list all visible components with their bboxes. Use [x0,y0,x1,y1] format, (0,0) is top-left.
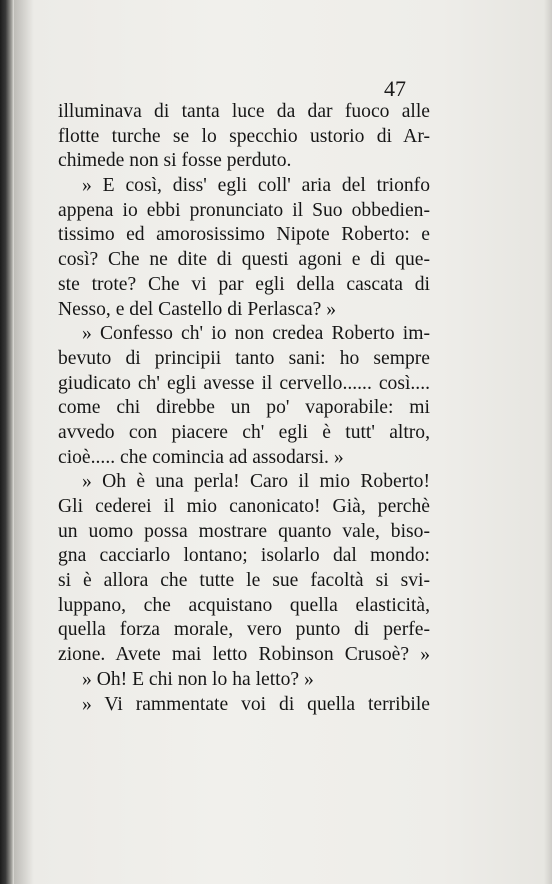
text-line: come chi direbbe un po' vaporabile: mi [58,397,430,419]
text-line: così? Che ne dite di questi agoni e di que- [58,249,430,271]
text-line: ste trote? Che vi par egli della cascata di [58,273,430,295]
text-line: giudicato ch' egli avesse il cervello...... così.... [58,372,430,394]
text-line: Gli cederei il mio canonicato! Già, perchè [58,496,430,517]
text-line: luppano, che acquistano quella elasticità, [58,594,430,616]
page-number: 47 [384,76,406,101]
text-line: bevuto di principii tanto sani: ho sempre [58,347,430,369]
text-line: illuminava di tanta luce da dar fuoco alle [58,101,430,122]
page-edge [544,0,552,884]
text-line: appena io ebbi pronunciato il Suo obbedien- [58,199,430,221]
text-line: » Oh è una perla! Caro il mio Roberto! [82,471,430,493]
text-line: » Vi rammentate voi di quella terribile [82,693,430,715]
text-line: si è allora che tutte le sue facoltà si svi- [58,570,430,592]
text-line: tissimo ed amorosissimo Nipote Roberto: e [58,224,430,246]
text-line: avvedo con piacere ch' egli è tutt' altro, [58,421,430,443]
text-line: » Oh! E chi non lo ha letto? » [82,668,314,690]
text-line: un uomo possa mostrare quanto vale, biso- [58,520,430,542]
text-line: cioè..... che comincia ad assodarsi. » [58,446,344,468]
text-line: quella forza morale, vero punto di perfe- [58,619,430,641]
text-line: » E così, diss' egli coll' aria del trionfo [82,175,430,197]
text-line: zione. Avete mai letto Robinson Crusoè? » [58,644,430,666]
text-line: chimede non si fosse perduto. [58,150,292,172]
gutter-shadow [14,0,34,884]
text-line: gna cacciarlo lontano; isolarlo dal mondo: [58,545,430,567]
text-line: flotte turche se lo specchio ustorio di Ar- [58,125,430,147]
book-gutter [0,0,14,884]
body-text [58,100,430,717]
text-line: Nesso, e del Castello di Perlasca? » [58,298,337,320]
text-line: » Confesso ch' io non credea Roberto im- [82,323,430,345]
